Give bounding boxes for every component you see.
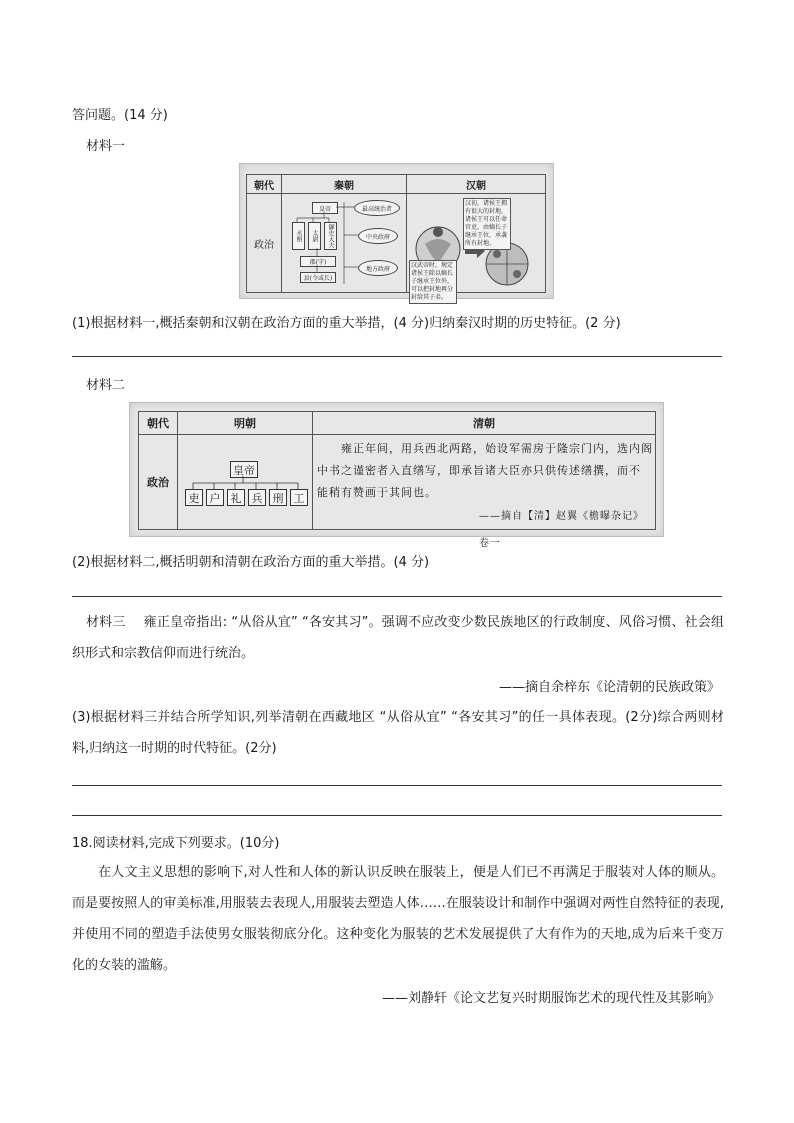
m1-header-han: 汉朝 (407, 175, 546, 194)
qin-central: 中央政府 (358, 228, 398, 244)
m2-qing-cell (313, 435, 656, 549)
question-18-citation: ——刘静轩《论文艺复兴时期服饰艺术的现代性及其影响》 (381, 991, 720, 1006)
qin-local: 地方政府 (358, 260, 398, 276)
m1-row-label: 政治 (247, 194, 282, 293)
ming-emperor: 皇帝 (230, 461, 258, 478)
ming-ministry-bing: 兵 (248, 489, 266, 506)
ming-diagram-connectors (178, 435, 312, 529)
material1-table (246, 174, 546, 301)
qing-text-line-2: 中书之谨密者入直缮写，即承旨诸大臣亦只供传述缮撰，而不 (317, 464, 641, 477)
qing-citation: ——摘自【清】赵翼《檐曝杂记》卷一 (479, 511, 644, 549)
qin-taiwei: 太尉 (308, 222, 321, 250)
m2-ming-cell (178, 435, 313, 530)
ming-ministry-gong: 工 (290, 489, 308, 506)
m2-header-qing: 清朝 (313, 412, 656, 435)
m2-header-dynasty: 朝代 (139, 412, 178, 435)
material3-label: 材料三 (86, 615, 126, 630)
m1-header-dynasty: 朝代 (247, 175, 282, 194)
ming-ministry-li-personnel: 吏 (185, 489, 203, 506)
question-18-text: 在人文主义思想的影响下,对人性和人体的新认识反映在服装上，便是人们已不再满足于服装对人体的顺从。而是要按照人的审美标准,用服装去表现人,用服装去塑造人体……在服装设计和制作中强调对两性自然特征的表现,并使用不同的塑造手法使男女服装彻底分化。这种变化为服装的艺术发展提供了大有作为的天地,成为后来千变万化的女装的滥觞。 (72, 865, 724, 973)
intro-text: 答问题。(14 分) (72, 108, 168, 123)
qing-text-line-3: 能稍有赞画于其间也。 (317, 486, 437, 499)
material2-table (138, 411, 656, 549)
han-note-early: 汉初，诸侯王拥有很大的封地，诸侯王可以任命官吏，由嫡长子继承王位，承袭所有封地。 (463, 198, 511, 250)
m1-header-qin: 秦朝 (282, 175, 407, 194)
han-note-wudi: 汉武帝时，规定诸侯王除以嫡长子继承王位外，可以把封地再分封给其子弟。 (409, 260, 457, 304)
qin-highest: 最高统治者 (354, 200, 400, 216)
material3-text: 雍正皇帝指出: “从俗从宜” “各安其习”。强调不应改变少数民族地区的行政制度、风俗习惯、社会组织形式和宗教信仰而进行统治。 (72, 615, 724, 661)
m2-header-ming: 明朝 (178, 412, 313, 435)
material1-table-image (239, 163, 554, 299)
question-2: (2)根据材料二,概括明朝和清朝在政治方面的重大举措。(4 分) (72, 555, 430, 570)
qin-yushi: 御史大夫 (324, 222, 337, 250)
material2-table-image (129, 402, 664, 549)
qin-county: 县(令或长) (300, 272, 336, 283)
answer-line-q1[interactable] (72, 356, 722, 357)
qin-commandery: 郡(守) (300, 256, 336, 267)
answer-line-q2[interactable] (72, 596, 722, 597)
m1-han-cell (407, 194, 546, 301)
material1-title: 材料一 (86, 139, 126, 154)
qin-chengxiang: 丞相 (292, 222, 305, 250)
m2-row-label: 政治 (139, 435, 178, 530)
qing-text-line-1: 雍正年间，用兵西北两路，始设军需房于隆宗门内，选内阁 (341, 442, 653, 455)
material2-title: 材料二 (86, 378, 126, 393)
answer-line-q3-1[interactable] (72, 785, 722, 786)
question-18-title: 18.阅读材料,完成下列要求。(10分) (72, 836, 280, 851)
ming-ministry-hu: 户 (206, 489, 224, 506)
material3-citation: ——摘自余梓东《论清朝的民族政策》 (498, 680, 720, 695)
ming-ministry-li-rites: 礼 (227, 489, 245, 506)
qin-emperor: 皇帝 (312, 202, 338, 214)
qin-diagram-connectors (282, 194, 406, 292)
question-1: (1)根据材料一,概括秦朝和汉朝在政治方面的重大举措，(4 分)归纳秦汉时期的历史特征。(2 分) (72, 316, 621, 331)
ming-ministry-xing: 刑 (269, 489, 287, 506)
m1-qin-cell (282, 194, 407, 293)
answer-line-q3-2[interactable] (72, 815, 722, 816)
question-3: (3)根据材料三并结合所学知识,列举清朝在西藏地区 “从俗从宜” “各安其习”的任一具体表现。(2分)综合两则材料,归纳这一时期的时代特征。(2分) (72, 710, 724, 756)
material3-paragraph (72, 607, 724, 669)
